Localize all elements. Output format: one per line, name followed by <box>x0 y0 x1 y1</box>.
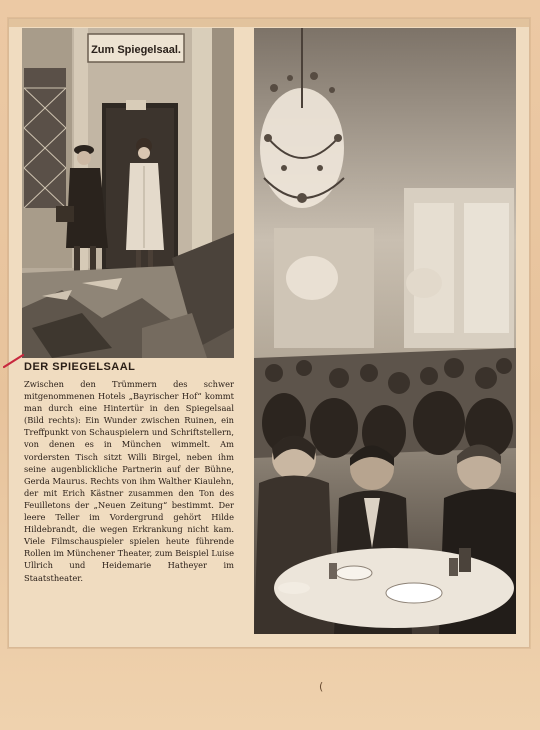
photo-mirror-hall <box>254 28 516 634</box>
entrance-sign-text: Zum Spiegelsaal. <box>91 44 181 56</box>
article-text-column <box>24 360 234 584</box>
photo-hotel-entrance <box>22 28 234 358</box>
photo-mirror-hall-drawing <box>254 28 516 634</box>
red-pencil-mark <box>3 352 25 370</box>
photo-hotel-entrance-drawing <box>22 28 234 358</box>
red-pencil-mark-drawing <box>3 352 25 370</box>
article-title: DER SPIEGELSAAL <box>24 361 136 373</box>
article-body: Zwischen den Trümmern des schwer mitgenommenen Hotels „Bayrischer Hof“ kommt man durch eine Hintertür in den Spiegelsaal (Bild rechts): Ein Wunder zwischen Ruinen, ein Treffpunkt von Schauspielern und Schriftstellern, von denen es in München wimmelt. Am vordersten Tisch sitzt Willi Birgel, neben ihm seine augenblickliche Partnerin auf der Bühne, Gerda Maurus. Rechts von ihm Walther Kiaulehn, der mit Erich Kästner zusammen den Ton des Feuilletons der „Neuen Zeitung“ bestimmt. Der leere Teller im Vordergrund gehört Hilde Hildebrandt, die wegen Erkrankung nicht kam. Viele Filmschauspieler spielen heute führende Rollen im Münchener Theater, zum Beispiel Luise Ullrich und Heidemarie Hatheyer im Staatstheater. <box>24 379 234 583</box>
bottom-margin-mark: ( <box>319 680 324 693</box>
